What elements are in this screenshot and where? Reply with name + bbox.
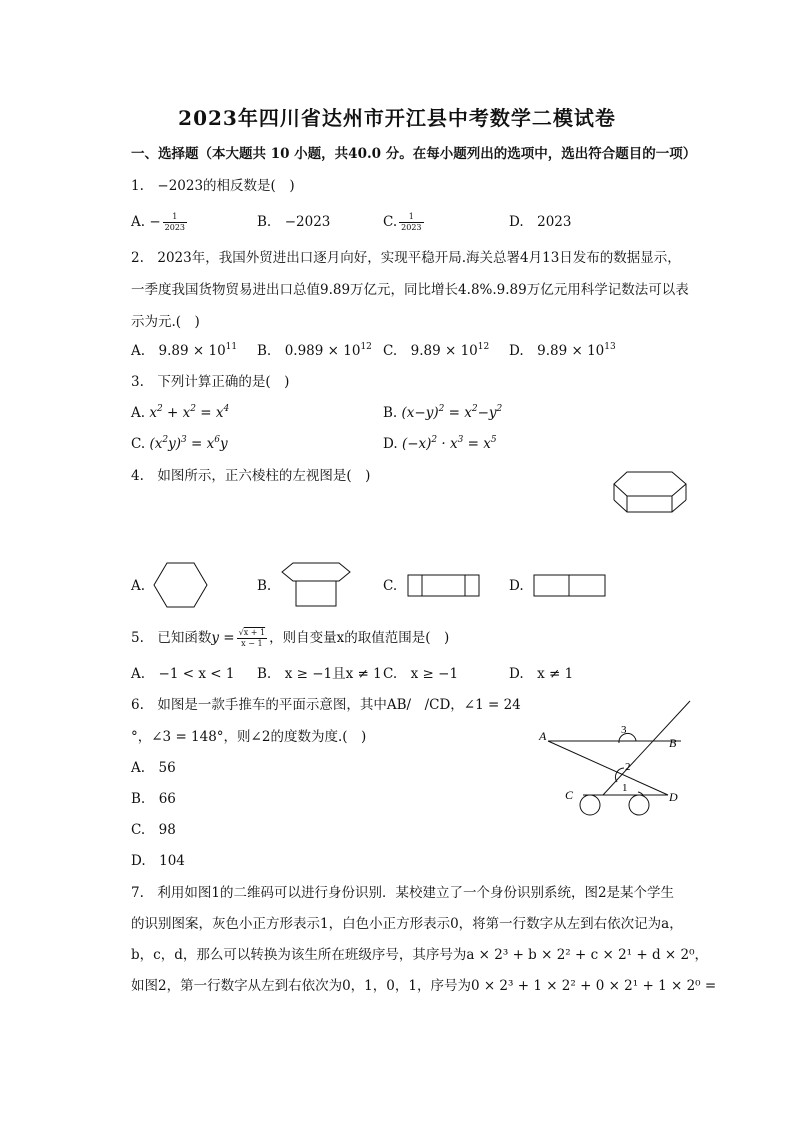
question-5-stem: 5. 已知函数y = $\frac{√x + 1}{x - 1}$ ，则自变量x的取值范围是( ) xyxy=(131,628,450,648)
q3-option-c: C. $(x^2y)^3 = x^6y$ xyxy=(131,435,228,452)
q4-option-d-label: D. xyxy=(509,578,524,594)
q5-option-b: B. x ≥ −1且x ≠ 1 xyxy=(257,666,382,682)
q4-option-c-label: C. xyxy=(383,578,398,594)
q3-option-b: B. $(x-y)^2 = x^2-y^2$ xyxy=(383,404,503,421)
q5-option-c: C. x ≥ −1 xyxy=(383,666,459,682)
q4-option-a-hexagon xyxy=(153,562,209,610)
q1-option-b: B. −2023 xyxy=(257,214,331,230)
q1-option-d: D. 2023 xyxy=(509,214,572,230)
question-7-line-4: 如图2，第一行数字从左到右依次为0，1，0，1，序号为0 × 2³ + 1 × 2² + 0 × 2¹ + 1 × 2⁰ = xyxy=(131,978,717,994)
question-1-stem: 1. −2023的相反数是( ) xyxy=(131,178,295,194)
q1-option-a: A. − $\frac{1}{2023}$ xyxy=(131,212,186,232)
q4-option-d-figure xyxy=(533,574,607,598)
q4-option-b-label: B. xyxy=(257,578,272,594)
label-C: C xyxy=(565,788,574,802)
q6-option-a: A. 56 xyxy=(131,760,176,776)
angle-1-label: 1 xyxy=(622,782,628,794)
q4-option-b-figure xyxy=(281,562,353,608)
q2-option-a: A. $9.89 \times 10^{11}$ xyxy=(131,342,238,359)
q3-option-d: D. $(-x)^2 \cdot x^3 = x^5$ xyxy=(383,435,497,452)
angle-2-label: 2 xyxy=(625,761,631,773)
angle-3-label: 3 xyxy=(621,724,627,736)
q2-option-c: C. $9.89 \times 10^{12}$ xyxy=(383,342,490,359)
q2-option-b: B. $0.989 \times 10^{12}$ xyxy=(257,342,372,359)
label-A: A xyxy=(539,729,547,743)
section-heading: 一、选择题（本大题共 10 小题，共40.0 分。在每小题列出的选项中，选出符合题目的一项） xyxy=(131,146,697,162)
question-2-line-2: 一季度我国货物贸易进出口总值9.89万亿元，同比增长4.8%.9.89万亿元用科学记数法可以表 xyxy=(131,282,689,298)
question-7-line-3: b，c，d，那么可以转换为该生所在班级序号，其序号为a × 2³ + b × 2² + c × 2¹ + d × 2⁰， xyxy=(131,947,708,963)
question-7-line-2: 的识别图案，灰色小正方形表示1，白色小正方形表示0，将第一行数字从左到右依次记为a， xyxy=(131,916,683,932)
q6-option-b: B. 66 xyxy=(131,791,176,807)
q2-option-d: D. $9.89 \times 10^{13}$ xyxy=(509,342,616,359)
hexagonal-prism-figure xyxy=(612,470,692,515)
question-2-line-3: 示为元.( ) xyxy=(131,314,200,330)
q4-option-a-label: A. xyxy=(131,578,146,594)
question-6-line-2: °，∠3 = 148°，则∠2的度数为度.( ) xyxy=(131,729,367,745)
q5-option-d: D. x ≠ 1 xyxy=(509,666,574,682)
question-3-stem: 3. 下列计算正确的是( ) xyxy=(131,374,290,390)
q1-option-c: C. $\frac{1}{2023}$ xyxy=(383,212,422,232)
cart-diagram xyxy=(535,696,695,821)
page-title: 2023年四川省达州市开江县中考数学二模试卷 xyxy=(178,106,616,130)
q5-option-a: A. −1 < x < 1 xyxy=(131,666,235,682)
q6-option-c: C. 98 xyxy=(131,822,176,838)
label-D: D xyxy=(669,790,678,804)
question-4-stem: 4. 如图所示，正六棱柱的左视图是( ) xyxy=(131,468,371,484)
label-B: B xyxy=(669,736,677,750)
question-7-line-1: 7. 利用如图1的二维码可以进行身份识别．某校建立了一个身份识别系统，图2是某个学生 xyxy=(131,885,675,901)
q4-option-c-figure xyxy=(407,574,481,598)
question-2-line-1: 2. 2023年，我国外贸进出口逐月向好，实现平稳开局.海关总署4月13日发布的数据显示， xyxy=(131,250,681,266)
question-6-line-1: 6. 如图是一款手推车的平面示意图，其中AB/ /CD，∠1 = 24 xyxy=(131,697,521,713)
q3-option-a: A. $x^2 + x^2 = x^4$ xyxy=(131,404,230,421)
q6-option-d: D. 104 xyxy=(131,853,185,869)
